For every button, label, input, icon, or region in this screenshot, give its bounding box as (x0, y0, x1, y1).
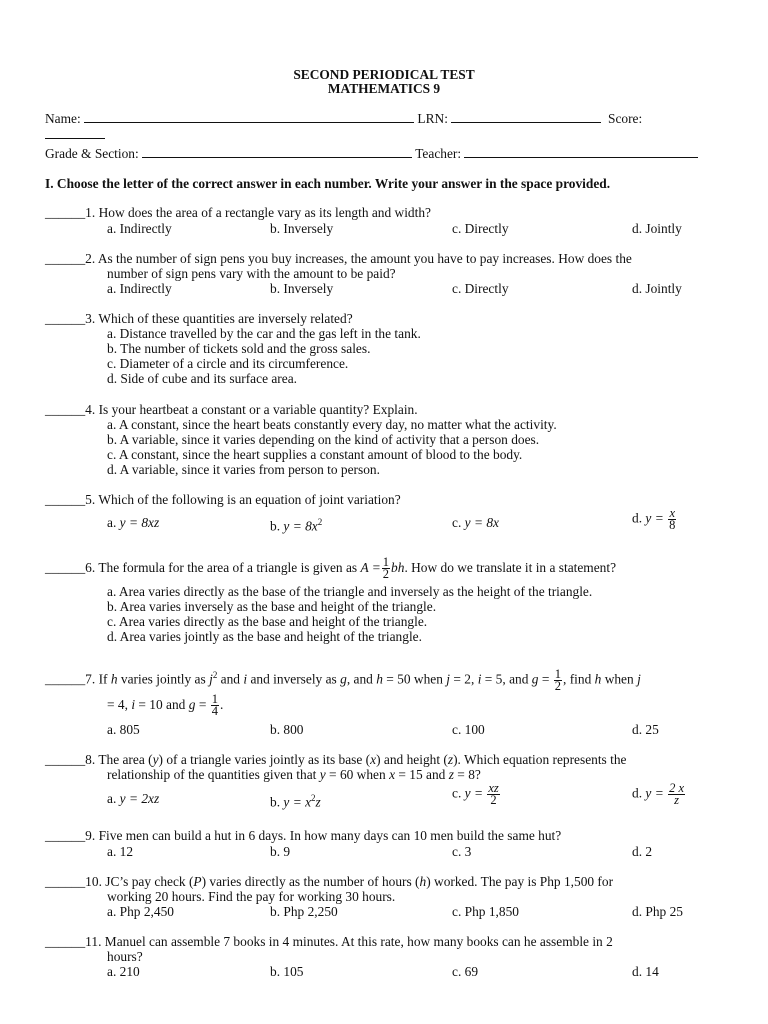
lrn-label: LRN: (417, 111, 448, 126)
option-c: c. 100 (452, 722, 485, 737)
q-number: 1. (85, 205, 96, 220)
option-b: b. $y = x^2z$ (270, 793, 321, 810)
q-number: 6. (85, 560, 96, 575)
option-a: a. 805 (107, 722, 140, 737)
q-number: 2. (85, 251, 96, 266)
fraction: $\frac{1}{4}$ (211, 692, 218, 719)
fraction: $\frac{1}{2}$ (382, 555, 390, 582)
question-2 (45, 251, 632, 266)
option-c: c. Area varies directly as the base and height of the triangle. (107, 614, 428, 629)
option-b: b. Inversely (270, 221, 334, 236)
question-9 (45, 828, 561, 843)
option-d: d. Side of cube and its surface area. (107, 371, 297, 386)
option-d: d. 2 (632, 844, 653, 859)
option-c: c. y = $\frac{xz}{2}$ (452, 781, 499, 807)
q-number: 11. (85, 934, 102, 949)
q-text: Which of the following is an equation of joint variation? (98, 492, 401, 507)
teacher-label: Teacher: (415, 146, 462, 161)
option-c: c. A constant, since the heart supplies a constant amount of blood to the body. (107, 447, 523, 462)
score-line-wrap[interactable] (45, 126, 105, 142)
fraction: $\frac{xz}{2}$ (488, 781, 499, 807)
option-c: c. Diameter of a circle and its circumference. (107, 356, 349, 371)
option-a: a. y = 8xz (107, 515, 160, 530)
option-b: b. Area varies inversely as the base and height of the triangle. (107, 599, 437, 614)
answer-blank[interactable]: ______ (45, 402, 86, 417)
fraction: $\frac{1}{2}$ (554, 666, 561, 693)
option-c: c. Php 1,850 (452, 904, 519, 919)
equation: y = (464, 785, 483, 801)
teacher-line[interactable] (464, 145, 698, 158)
question-8: ______8. The area (y) of a triangle varies jointly as its base (x) and height (z). Which equation represents the (45, 752, 627, 767)
answer-blank[interactable]: ______ (45, 934, 86, 949)
option-d: d. Area varies jointly as the base and height of the triangle. (107, 629, 422, 644)
equation: y = (645, 785, 664, 801)
q-number: 7. (85, 671, 96, 687)
question-1 (45, 205, 431, 220)
option-a: a. A constant, since the heart beats constantly every day, no matter what the activity. (107, 417, 557, 432)
option-b: b. Inversely (270, 281, 334, 296)
option-c: c. Directly (452, 281, 509, 296)
instructions: I. Choose the letter of the correct answer in each number. Write your answer in the space provided. (45, 176, 611, 191)
answer-blank[interactable]: ______ (45, 752, 86, 767)
grade-label: Grade & Section: (45, 146, 139, 161)
q10-text-line2: working 20 hours. Find the pay for working 30 hours. (107, 889, 396, 904)
q-number: 4. (85, 402, 96, 417)
equation: y = 2xz (119, 791, 160, 806)
option-b: b. 800 (270, 722, 304, 737)
option-a: a. y = 2xz (107, 791, 160, 806)
score-line[interactable] (45, 126, 105, 139)
option-a: a. Indirectly (107, 221, 172, 236)
option-c: c. y = 8x (452, 515, 499, 530)
q-text: Five men can build a hut in 6 days. In how many days can 10 men build the same hut? (98, 828, 562, 843)
formula: A = (360, 560, 381, 575)
question-6: ______6. The formula for the area of a triangle is given as A = $\frac{1}{2}$ bh. How do we translate it in a statement? (45, 555, 617, 582)
option-d: d. 25 (632, 722, 659, 737)
grade-field[interactable] (45, 145, 698, 161)
answer-blank[interactable]: ______ (45, 205, 86, 220)
lrn-line[interactable] (451, 110, 601, 123)
option-b: b. 105 (270, 964, 304, 979)
option-a: a. Php 2,450 (107, 904, 174, 919)
option-c: c. Directly (452, 221, 509, 236)
option-b: b. 9 (270, 844, 291, 859)
equation: y = (645, 510, 664, 526)
q-number: 9. (85, 828, 96, 843)
q-number: 10. (85, 874, 102, 889)
option-b: b. Php 2,250 (270, 904, 338, 919)
question-10: ______10. JC’s pay check (P) varies directly as the number of hours (h) worked. The pay is Php 1,500 for (45, 874, 614, 889)
option-d: d. Php 25 (632, 904, 683, 919)
q-number: 5. (85, 492, 96, 507)
answer-blank[interactable]: ______ (45, 492, 86, 507)
option-d: d. y = $\frac{x}{8}$ (632, 506, 676, 532)
q-text: The formula for the area of a triangle is given as (98, 560, 358, 575)
fraction: $\frac{x}{8}$ (669, 506, 676, 532)
answer-blank[interactable]: ______ (45, 874, 86, 889)
equation: y = 8xz (119, 515, 160, 530)
name-label: Name: (45, 111, 81, 126)
question-5 (45, 492, 401, 507)
equation: y = x (283, 794, 312, 810)
answer-blank[interactable]: ______ (45, 828, 86, 843)
option-a: a. Indirectly (107, 281, 172, 296)
test-title: SECOND PERIODICAL TEST (293, 67, 475, 82)
option-a: a. 12 (107, 844, 134, 859)
option-d: d. y = $\frac{2 x}{z}$ (632, 781, 685, 807)
q-text: Which of these quantities are inversely related? (98, 311, 353, 326)
q-text: How does the area of a rectangle vary as its length and width? (98, 205, 431, 220)
q-text: Manuel can assemble 7 books in 4 minutes. At this rate, how many books can he assemble in 2 (104, 934, 613, 949)
name-line[interactable] (84, 110, 414, 123)
answer-blank[interactable]: ______ (45, 251, 86, 266)
test-subject: MATHEMATICS 9 (327, 81, 441, 96)
option-b: b. A variable, since it varies depending on the kind of activity that a person does. (107, 432, 540, 447)
question-11 (45, 934, 613, 949)
fraction: $\frac{2 x}{z}$ (669, 781, 685, 807)
option-d: d. 14 (632, 964, 659, 979)
q7-text-line2: = 4, i = 10 and g = $\frac{1}{4}$ . (107, 692, 224, 719)
question-3 (45, 311, 353, 326)
question-7: ______7. If h varies jointly as $j^2$ and i and inversely as g, and h = 50 when j = 2, i = 5, and g = $\frac{1}{2}$ , find h when j (45, 666, 641, 693)
equation: y = 8x (464, 515, 499, 530)
answer-blank[interactable]: ______ (45, 311, 86, 326)
option-a: a. Distance travelled by the car and the gas left in the tank. (107, 326, 421, 341)
q8-text-line2: relationship of the quantities given that y = 60 when x = 15 and z = 8? (107, 767, 481, 782)
answer-blank[interactable]: ______ (45, 671, 86, 687)
q-number: 3. (85, 311, 96, 326)
q11-text-line2: hours? (107, 949, 143, 964)
score-label: Score: (608, 111, 643, 126)
option-c: c. 69 (452, 964, 479, 979)
equation: y = 8x (283, 518, 318, 534)
name-field[interactable] (45, 110, 642, 126)
q-text: Is your heartbeat a constant or a variable quantity? Explain. (98, 402, 418, 417)
q-text: As the number of sign pens you buy increases, the amount you have to pay increases. How does the (97, 251, 632, 266)
option-d: d. Jointly (632, 221, 682, 236)
q2-text-line2: number of sign pens vary with the amount to be paid? (107, 266, 396, 281)
question-4 (45, 402, 418, 417)
option-b: b. The number of tickets sold and the gross sales. (107, 341, 371, 356)
q-number: 8. (85, 752, 96, 767)
option-c: c. 3 (452, 844, 472, 859)
option-d: d. A variable, since it varies from person to person. (107, 462, 380, 477)
grade-line[interactable] (142, 145, 412, 158)
option-d: d. Jointly (632, 281, 682, 296)
option-a: a. 210 (107, 964, 140, 979)
option-a: a. Area varies directly as the base of the triangle and inversely as the height of the triangle. (107, 584, 593, 599)
option-b: b. $y = 8x^2$ (270, 517, 323, 534)
answer-blank[interactable]: ______ (45, 560, 86, 575)
